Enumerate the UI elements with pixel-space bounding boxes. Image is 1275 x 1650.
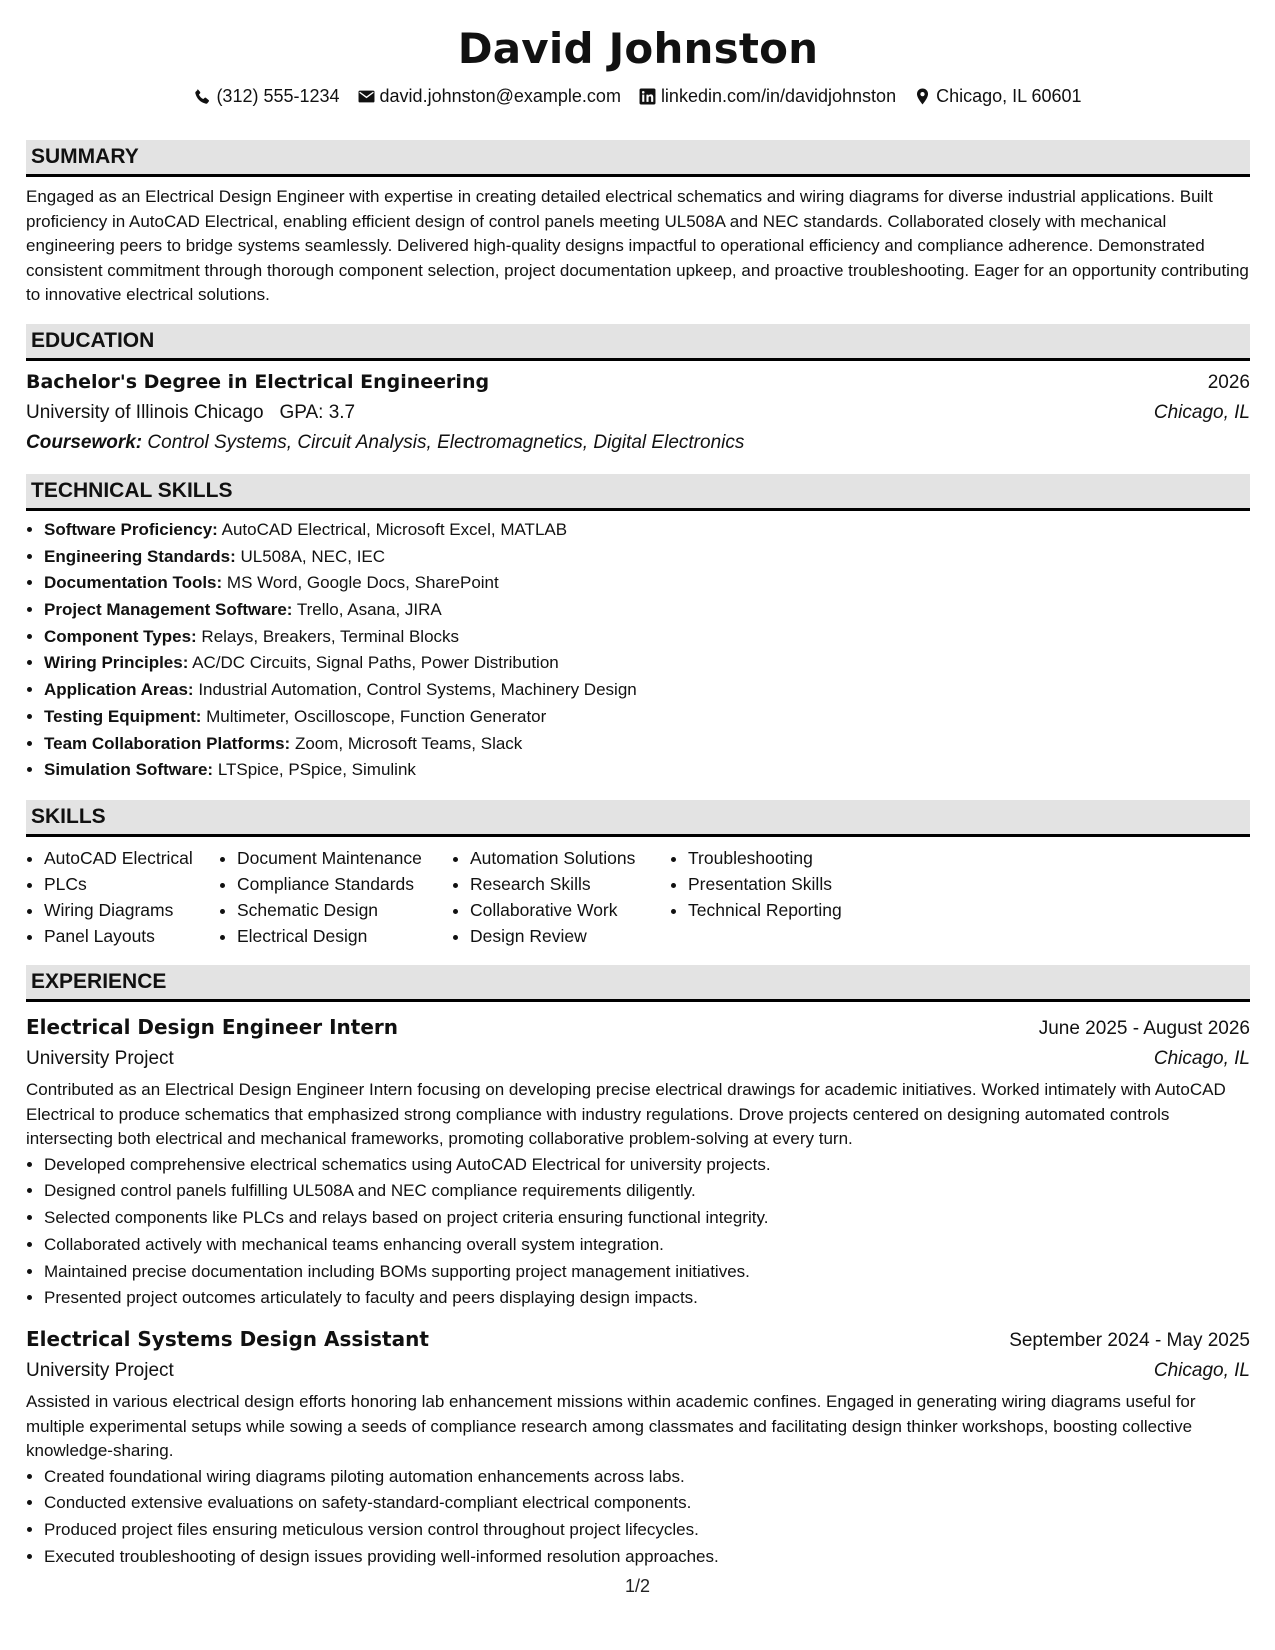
- list-item: • Team Collaboration Platforms: Zoom, Microsoft Teams, Slack: [44, 731, 1250, 758]
- job-entry: [26, 1324, 1250, 1571]
- summary-text: Engaged as an Electrical Design Engineer with expertise in creating detailed electrical schematics and wiring diagrams for diverse industrial applications. Built proficiency in AutoCAD Electrical, enabling efficient design of control panels meeting UL508A and NEC standards. Collaborated closely with mechanical engineering peers to bridge systems seamlessly. Delivered high-quality designs impactful to operational efficiency and compliance adherence. Demonstrated consistent commitment through thorough component selection, project documentation upkeep, and proactive troubleshooting. Eager for an opportunity contributing to innovative electrical solutions.: [26, 187, 1249, 305]
- experience-heading: EXPERIENCE: [26, 965, 1250, 1002]
- contact-bar: [26, 84, 1250, 108]
- graduation-year: 2026: [1207, 371, 1250, 393]
- list-item: • Developed comprehensive electrical schematics using AutoCAD Electrical for university projects.: [44, 1152, 1250, 1179]
- job-entry: [26, 1012, 1250, 1312]
- linkedin-text: linkedin.com/in/davidjohnston: [660, 86, 897, 106]
- education-heading: EDUCATION: [26, 324, 1250, 361]
- skills-heading: SKILLS: [26, 800, 1250, 837]
- technical-skills-list: [26, 517, 1250, 784]
- skills-column: [670, 845, 908, 949]
- list-item: • Collaborated actively with mechanical teams enhancing overall system integration.: [44, 1232, 1250, 1259]
- skills-column: [219, 845, 452, 949]
- education-entry: [26, 367, 1250, 458]
- coursework-list: Control Systems, Circuit Analysis, Electromagnetics, Digital Electronics: [147, 431, 745, 453]
- list-item: • Presented project outcomes articulately to faculty and peers displaying design impacts.: [44, 1285, 1250, 1312]
- job-description: Contributed as an Electrical Design Engineer Intern focusing on developing precise electrical drawings for academic initiatives. Worked intimately with AutoCAD Electrical to produce schematics that emphasized strong compliance with industry regulations. Drove projects centered on designing automated controls intersecting both electrical and mechanical frameworks, promoting collaborative problem-solving at every turn.: [26, 1080, 1226, 1149]
- contact-phone[interactable]: [194, 84, 339, 108]
- linkedin-icon: [639, 88, 656, 105]
- list-item: • Selected components like PLCs and relays based on project criteria ensuring functional integrity.: [44, 1205, 1250, 1232]
- skill-item: • Research Skills: [470, 871, 670, 897]
- list-item: • Engineering Standards: UL508A, NEC, IEC: [44, 544, 1250, 571]
- skill-item: • Wiring Diagrams: [44, 897, 219, 923]
- list-item: • Documentation Tools: MS Word, Google Docs, SharePoint: [44, 570, 1250, 597]
- school-location: Chicago, IL: [1153, 401, 1250, 423]
- job-dates: September 2024 - May 2025: [1009, 1330, 1250, 1351]
- candidate-name: David Johnston: [457, 24, 819, 73]
- list-item: • Testing Equipment: Multimeter, Oscilloscope, Function Generator: [44, 704, 1250, 731]
- page-number: 1/2: [624, 1576, 651, 1596]
- school-name: University of Illinois Chicago: [26, 401, 264, 423]
- phone-text: (312) 555-1234: [216, 86, 340, 106]
- gpa: GPA: 3.7: [279, 401, 356, 423]
- list-item: • Created foundational wiring diagrams piloting automation enhancements across labs.: [44, 1464, 1250, 1491]
- list-item: • Wiring Principles: AC/DC Circuits, Signal Paths, Power Distribution: [44, 650, 1250, 677]
- skills-grid: [26, 845, 1250, 949]
- resume-page: [26, 18, 1250, 1571]
- skill-item: • Collaborative Work: [470, 897, 670, 923]
- coursework: [26, 428, 1250, 458]
- skills-column: [26, 845, 219, 949]
- list-item: • Simulation Software: LTSpice, PSpice, Simulink: [44, 757, 1250, 784]
- contact-email[interactable]: [358, 84, 621, 108]
- coursework-label: Coursework:: [26, 431, 143, 453]
- email-text: david.johnston@example.com: [379, 86, 621, 106]
- skill-item: • Technical Reporting: [688, 897, 908, 923]
- location-text: Chicago, IL 60601: [936, 86, 1082, 106]
- skill-item: • Compliance Standards: [237, 871, 452, 897]
- skill-item: • Panel Layouts: [44, 923, 219, 949]
- job-location: Chicago, IL: [1153, 1048, 1250, 1069]
- job-location: Chicago, IL: [1153, 1360, 1250, 1381]
- skill-item: • PLCs: [44, 871, 219, 897]
- skill-item: • AutoCAD Electrical: [44, 845, 219, 871]
- technical-skills-heading: TECHNICAL SKILLS: [26, 474, 1250, 511]
- job-bullets: [26, 1152, 1250, 1312]
- contact-linkedin[interactable]: [639, 84, 896, 108]
- skill-item: • Automation Solutions: [470, 845, 670, 871]
- list-item: • Produced project files ensuring meticulous version control throughout project lifecycles.: [44, 1517, 1250, 1544]
- skill-item: • Schematic Design: [237, 897, 452, 923]
- phone-icon: [194, 88, 211, 105]
- list-item: • Software Proficiency: AutoCAD Electrical, Microsoft Excel, MATLAB: [44, 517, 1250, 544]
- skill-item: • Electrical Design: [237, 923, 452, 949]
- envelope-icon: [358, 88, 375, 105]
- list-item: • Conducted extensive evaluations on safety-standard-compliant electrical components.: [44, 1490, 1250, 1517]
- list-item: • Designed control panels fulfilling UL508A and NEC compliance requirements diligently.: [44, 1178, 1250, 1205]
- job-title: Electrical Design Engineer Intern: [26, 1015, 399, 1039]
- skill-item: • Presentation Skills: [688, 871, 908, 897]
- skill-item: • Document Maintenance: [237, 845, 452, 871]
- contact-location: [914, 84, 1081, 108]
- skills-column: [452, 845, 670, 949]
- list-item: • Application Areas: Industrial Automation, Control Systems, Machinery Design: [44, 677, 1250, 704]
- job-org: University Project: [26, 1360, 174, 1381]
- map-pin-icon: [914, 88, 931, 105]
- list-item: • Component Types: Relays, Breakers, Terminal Blocks: [44, 624, 1250, 651]
- list-item: • Project Management Software: Trello, Asana, JIRA: [44, 597, 1250, 624]
- summary-heading: SUMMARY: [26, 140, 1250, 177]
- degree: Bachelor's Degree in Electrical Engineering: [26, 370, 490, 393]
- job-title: Electrical Systems Design Assistant: [26, 1327, 429, 1351]
- job-bullets: [26, 1464, 1250, 1571]
- skill-item: • Design Review: [470, 923, 670, 949]
- job-description: Assisted in various electrical design efforts honoring lab enhancement missions within academic confines. Engaged in generating wiring diagrams useful for multiple experimental setups while sowing a seeds of compliance research among classmates and facilitating design thinker workshops, boosting collective knowledge-sharing.: [26, 1392, 1196, 1461]
- job-org: University Project: [26, 1048, 174, 1069]
- skill-item: • Troubleshooting: [688, 845, 908, 871]
- list-item: • Executed troubleshooting of design issues providing well-informed resolution approaches.: [44, 1544, 1250, 1571]
- list-item: • Maintained precise documentation including BOMs supporting project management initiatives.: [44, 1259, 1250, 1286]
- job-dates: June 2025 - August 2026: [1038, 1018, 1250, 1039]
